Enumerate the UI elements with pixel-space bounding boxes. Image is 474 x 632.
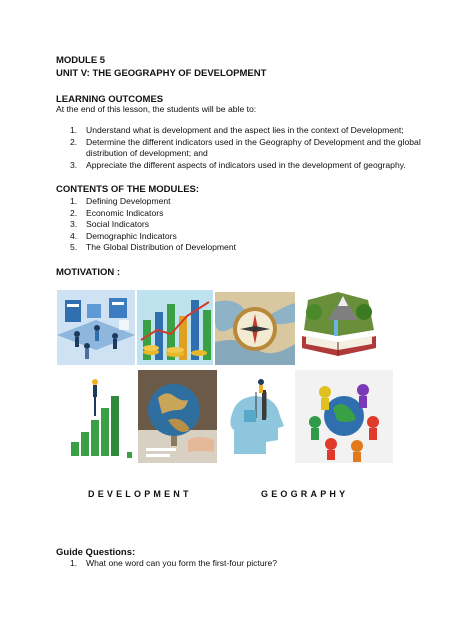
motivation-heading: MOTIVATION :	[56, 267, 121, 278]
list-item: 1. Defining Development	[70, 196, 171, 206]
business-people-picture	[57, 290, 135, 365]
growth-steps-picture	[57, 370, 135, 463]
compass-map-picture	[215, 292, 295, 365]
coins-growth-city-picture	[137, 290, 213, 365]
head-puzzle-picture	[222, 370, 292, 463]
list-item: 1. What one word can you form the first-four picture?	[70, 558, 278, 568]
contents-heading: CONTENTS OF THE MODULES:	[56, 184, 200, 195]
list-item: 4. Demographic Indicators	[70, 230, 177, 241]
module-title: MODULE 5	[56, 55, 106, 66]
list-item: 3. Appreciate the different aspects of indicators used in the development of geography.	[70, 159, 406, 170]
development-answer: DEVELOPMENT	[88, 489, 192, 499]
growth-steps-illustration	[57, 370, 135, 463]
compass-map-illustration	[215, 292, 295, 365]
list-item: 3. Social Indicators	[70, 219, 150, 229]
nature-book-illustration	[298, 290, 380, 365]
list-item: 2. Economic Indicators	[70, 207, 164, 218]
list-item: 5. The Global Distribution of Development	[70, 242, 236, 252]
globe-hand-picture	[138, 370, 217, 463]
guide-questions-list	[70, 558, 390, 570]
head-puzzle-illustration	[222, 370, 292, 463]
learning-outcomes-list	[70, 125, 430, 171]
nature-book-picture	[298, 290, 380, 365]
unit-title: UNIT V: THE GEOGRAPHY OF DEVELOPMENT	[56, 68, 267, 79]
geography-answer: GEOGRAPHY	[261, 489, 349, 499]
people-around-globe-picture	[295, 370, 393, 463]
globe-hand-illustration	[138, 370, 217, 463]
people-globe-illustration	[295, 370, 393, 463]
learning-outcomes-intro: At the end of this lesson, the students will be able to:	[56, 104, 257, 114]
contents-list	[70, 196, 390, 254]
list-item: 2. Determine the different indicators used in the Geography of Development and the global distribution of development; and	[70, 136, 421, 158]
list-item: 1. Understand what is development and the aspect lies in the context of Development;	[70, 125, 404, 135]
business-people-illustration	[57, 290, 135, 365]
learning-outcomes-heading: LEARNING OUTCOMES	[56, 94, 164, 105]
guide-questions-heading: Guide Questions:	[56, 547, 136, 558]
coins-growth-illustration	[137, 290, 213, 365]
